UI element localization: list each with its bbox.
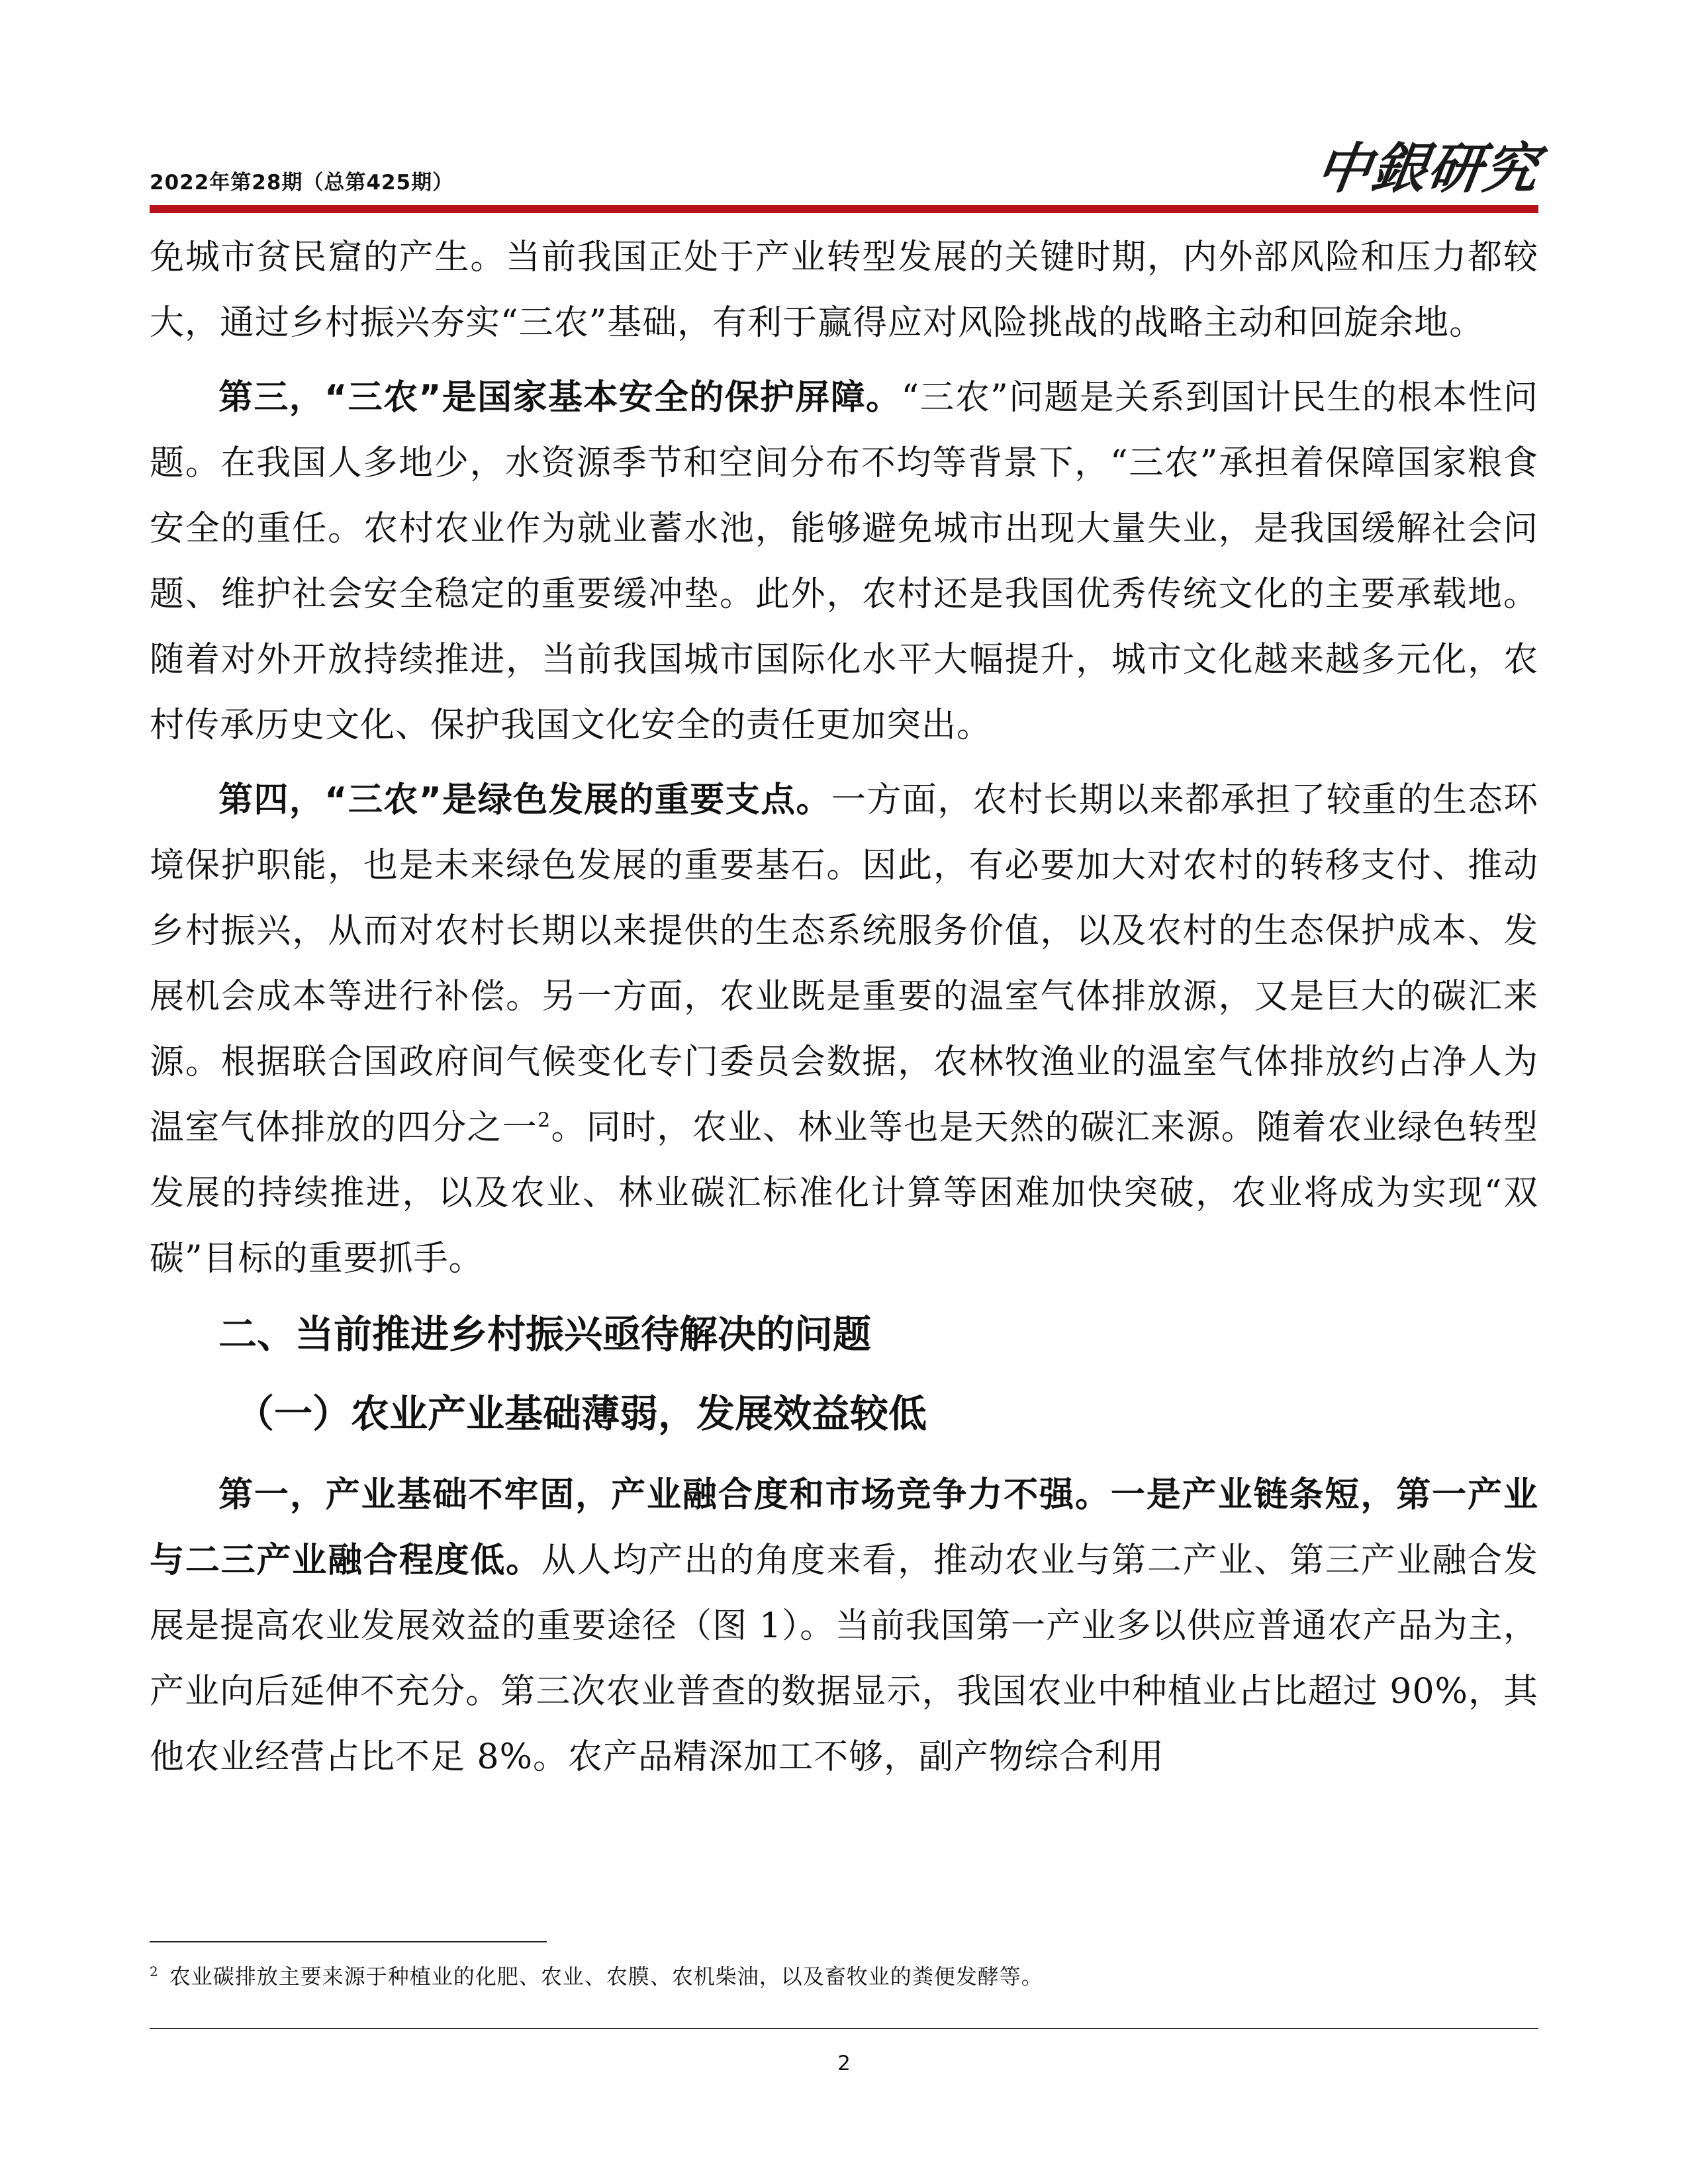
paragraph-first-issue	[150, 1463, 1538, 1790]
paragraph-lead: 第一，产业基础不牢固，产业融合度和市场竞争力不强。一是产业链条短，第一产业与二三产业融合程度低。	[150, 1475, 1538, 1580]
subsection-heading: （一）农业产业基础薄弱，发展效益较低	[236, 1391, 927, 1436]
paragraph-fourth-point	[150, 768, 1538, 1292]
paragraph-lead: 第三，“三农”是国家基本安全的保护屏障。	[218, 378, 902, 418]
issue-label: 2022年第28期（总第425期）	[150, 171, 454, 195]
paragraph-text: “三农”问题是关系到国计民生的根本性问题。在我国人多地少，水资源季节和空间分布不均等背景下，“三农”承担着保障国家粮食安全的重任。农村农业作为就业蓄水池，能够避免城市出现大量失业，是我国缓解社会问题、维护社会安全稳定的重要缓冲垫。此外，农村还是我国优秀传统文化的主要承载地。随着对外开放持续推进，当前我国城市国际化水平大幅提升，城市文化越来越多元化，农村传承历史文化、保护我国文化安全的责任更加突出。	[150, 378, 1539, 745]
header-divider	[150, 205, 1538, 213]
footnote-mark: 2	[150, 1964, 159, 1979]
bank-research-logo: 中銀研究	[1312, 137, 1544, 201]
paragraph-lead: 第四，“三农”是绿色发展的重要支点。	[218, 780, 831, 820]
paragraph-text: 从人均产出的角度来看，推动农业与第二产业、第三产业融合发展是提高农业发展效益的重要途径（图 1）。当前我国第一产业多以供应普通农产品为主，产业向后延伸不充分。第三次农业普查的数据显示，我国农业中种植业占比超过 90%，其他农业经营占比不足 8%。农产品精深加工不够，副产物综合利用	[150, 1541, 1538, 1777]
footnote-text: 农业碳排放主要来源于种植业的化肥、农业、农膜、农机柴油，以及畜牧业的粪便发酵等。	[169, 1964, 1043, 1989]
document-body	[150, 225, 1538, 1799]
footnote	[150, 1956, 1538, 1993]
paragraph-text: 。同时，农业、林业等也是天然的碳汇来源。随着农业绿色转型发展的持续推进，以及农业、林业碳汇标准化计算等困难加快突破，农业将成为实现“双碳”目标的重要抓手。	[150, 1108, 1538, 1279]
paragraph-text: 免城市贫民窟的产生。当前我国正处于产业转型发展的关键时期，内外部风险和压力都较大，通过乡村振兴夯实“三农”基础，有利于赢得应对风险挑战的战略主动和回旋余地。	[150, 238, 1538, 343]
paragraph-third-point	[150, 365, 1538, 758]
section-heading: 二、当前推进乡村振兴亟待解决的问题	[218, 1312, 872, 1357]
footer-divider	[150, 2028, 1538, 2029]
page-number: 2	[837, 2052, 851, 2075]
paragraph-continued	[150, 225, 1538, 356]
paragraph-text: 一方面，农村长期以来都承担了较重的生态环境保护职能，也是未来绿色发展的重要基石。因此，有必要加大对农村的转移支付、推动乡村振兴，从而对农村长期以来提供的生态系统服务价值，以及农村的生态保护成本、发展机会成本等进行补偿。另一方面，农业既是重要的温室气体排放源，又是巨大的碳汇来源。根据联合国政府间气候变化专门委员会数据，农林牧渔业的温室气体排放约占净人为温室气体排放的四分之一	[150, 780, 1538, 1148]
footnote-reference[interactable]: 2	[538, 1109, 551, 1132]
footnote-divider	[150, 1941, 547, 1942]
